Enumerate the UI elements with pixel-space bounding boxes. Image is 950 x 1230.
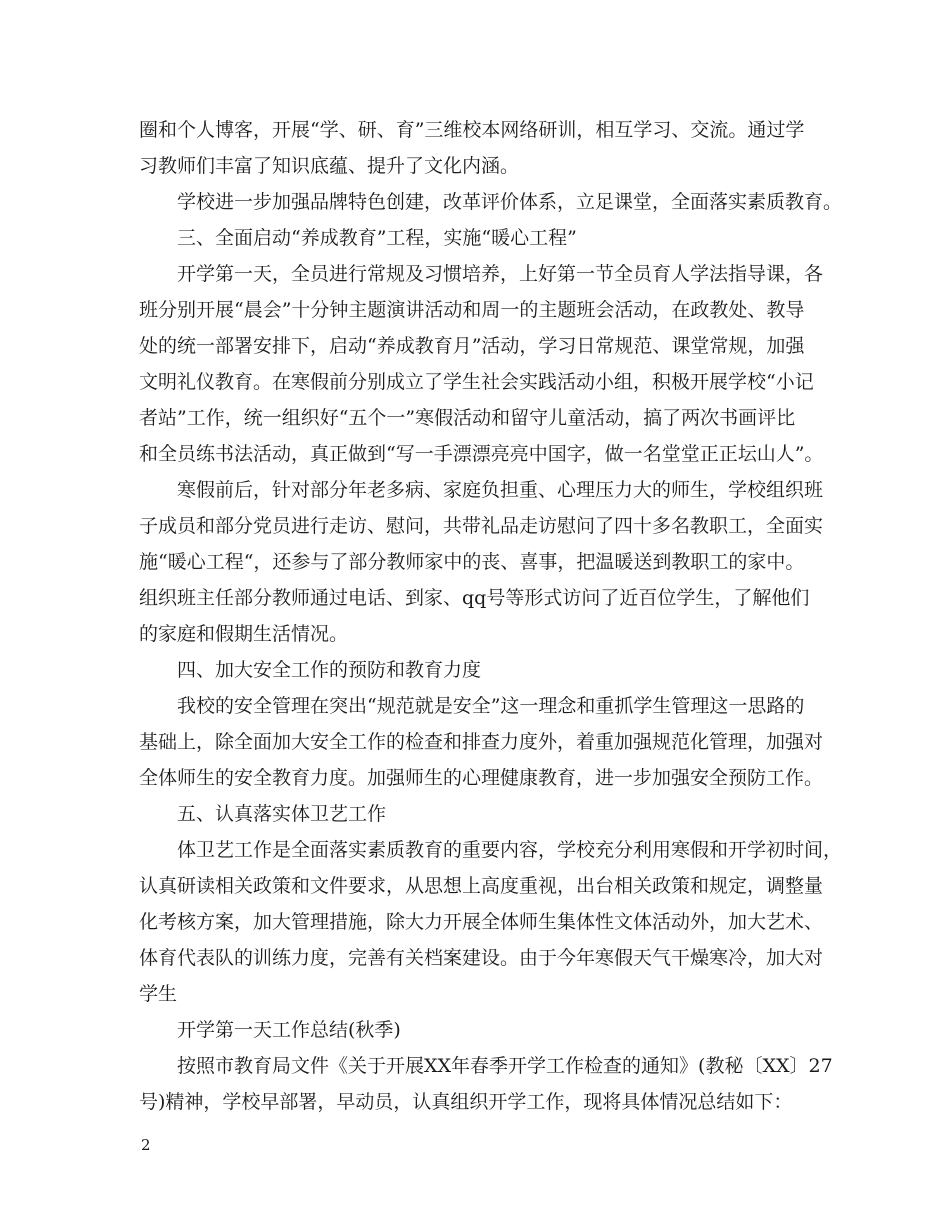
body-line: 我校的安全管理在突出“规范就是安全”这一理念和重抓学生管理这一思路的 — [177, 695, 805, 717]
body-line: 基础上，除全面加大安全工作的检查和排查力度外，着重加强规范化管理，加强对 — [139, 731, 824, 753]
body-line: 和全员练书法活动，真正做到“写一手漂漂亮亮中国字，做一名堂堂正正坛山人”。 — [139, 443, 824, 465]
body-line: 学校进一步加强品牌特色创建，改革评价体系，立足课堂，全面落实素质教育。 — [177, 191, 843, 213]
section-heading: 五、认真落实体卫艺工作 — [177, 803, 387, 825]
body-line: 体育代表队的训练力度，完善有关档案建设。由于今年寒假天气干燥寒冷，加大对 — [139, 947, 824, 969]
page-number: 2 — [141, 1136, 151, 1154]
body-line: 施“暖心工程“，还参与了部分教师家中的丧、喜事，把温暖送到教职工的家中。 — [139, 551, 805, 573]
body-line: 体卫艺工作是全面落实素质教育的重要内容，学校充分利用寒假和开学初时间， — [177, 839, 843, 861]
body-line: 者站”工作，统一组织好“五个一”寒假活动和留守儿童活动，搞了两次书画评比 — [139, 407, 796, 429]
body-line: 认真研读相关政策和文件要求，从思想上高度重视，出台相关政策和规定，调整量 — [139, 875, 824, 897]
body-line: 寒假前后，针对部分年老多病、家庭负担重、心理压力大的师生，学校组织班 — [177, 479, 824, 501]
section-heading: 三、全面启动“养成教育”工程，实施“暖心工程” — [177, 227, 577, 249]
body-line: 号)精神，学校早部署，早动员，认真组织开学工作，现将具体情况总结如下： — [139, 1091, 793, 1113]
body-line: 开学第一天，全员进行常规及习惯培养，上好第一节全员育人学法指导课，各 — [177, 263, 824, 285]
body-line: 按照市教育局文件《关于开展XX年春季开学工作检查的通知》(教秘〔XX〕27 — [177, 1055, 833, 1077]
body-line: 化考核方案，加大管理措施，除大力开展全体师生集体性文体活动外，加大艺术、 — [139, 911, 824, 933]
body-line: 学生 — [139, 983, 178, 1005]
body-line: 子成员和部分党员进行走访、慰问，共带礼品走访慰问了四十多名教职工，全面实 — [139, 515, 824, 537]
body-line: 圈和个人博客，开展“学、研、育”三维校本网络研训，相互学习、交流。通过学 — [139, 119, 805, 141]
body-line: 习教师们丰富了知识底蕴、提升了文化内涵。 — [139, 155, 520, 177]
body-line: 全体师生的安全教育力度。加强师生的心理健康教育，进一步加强安全预防工作。 — [139, 767, 824, 789]
body-line: 文明礼仪教育。在寒假前分别成立了学生社会实践活动小组，积极开展学校“小记 — [139, 371, 814, 393]
document-subtitle: 开学第一天工作总结(秋季) — [177, 1019, 401, 1041]
section-heading: 四、加大安全工作的预防和教育力度 — [177, 659, 482, 681]
body-line: 的家庭和假期生活情况。 — [139, 623, 349, 645]
body-line: 班分别开展“晨会”十分钟主题演讲活动和周一的主题班会活动，在政教处、教导 — [139, 299, 805, 321]
body-line: 组织班主任部分教师通过电话、到家、qq号等形式访问了近百位学生，了解他们 — [139, 587, 810, 609]
body-line: 处的统一部署安排下，启动“养成教育月”活动，学习日常规范、课堂常规，加强 — [139, 335, 805, 357]
